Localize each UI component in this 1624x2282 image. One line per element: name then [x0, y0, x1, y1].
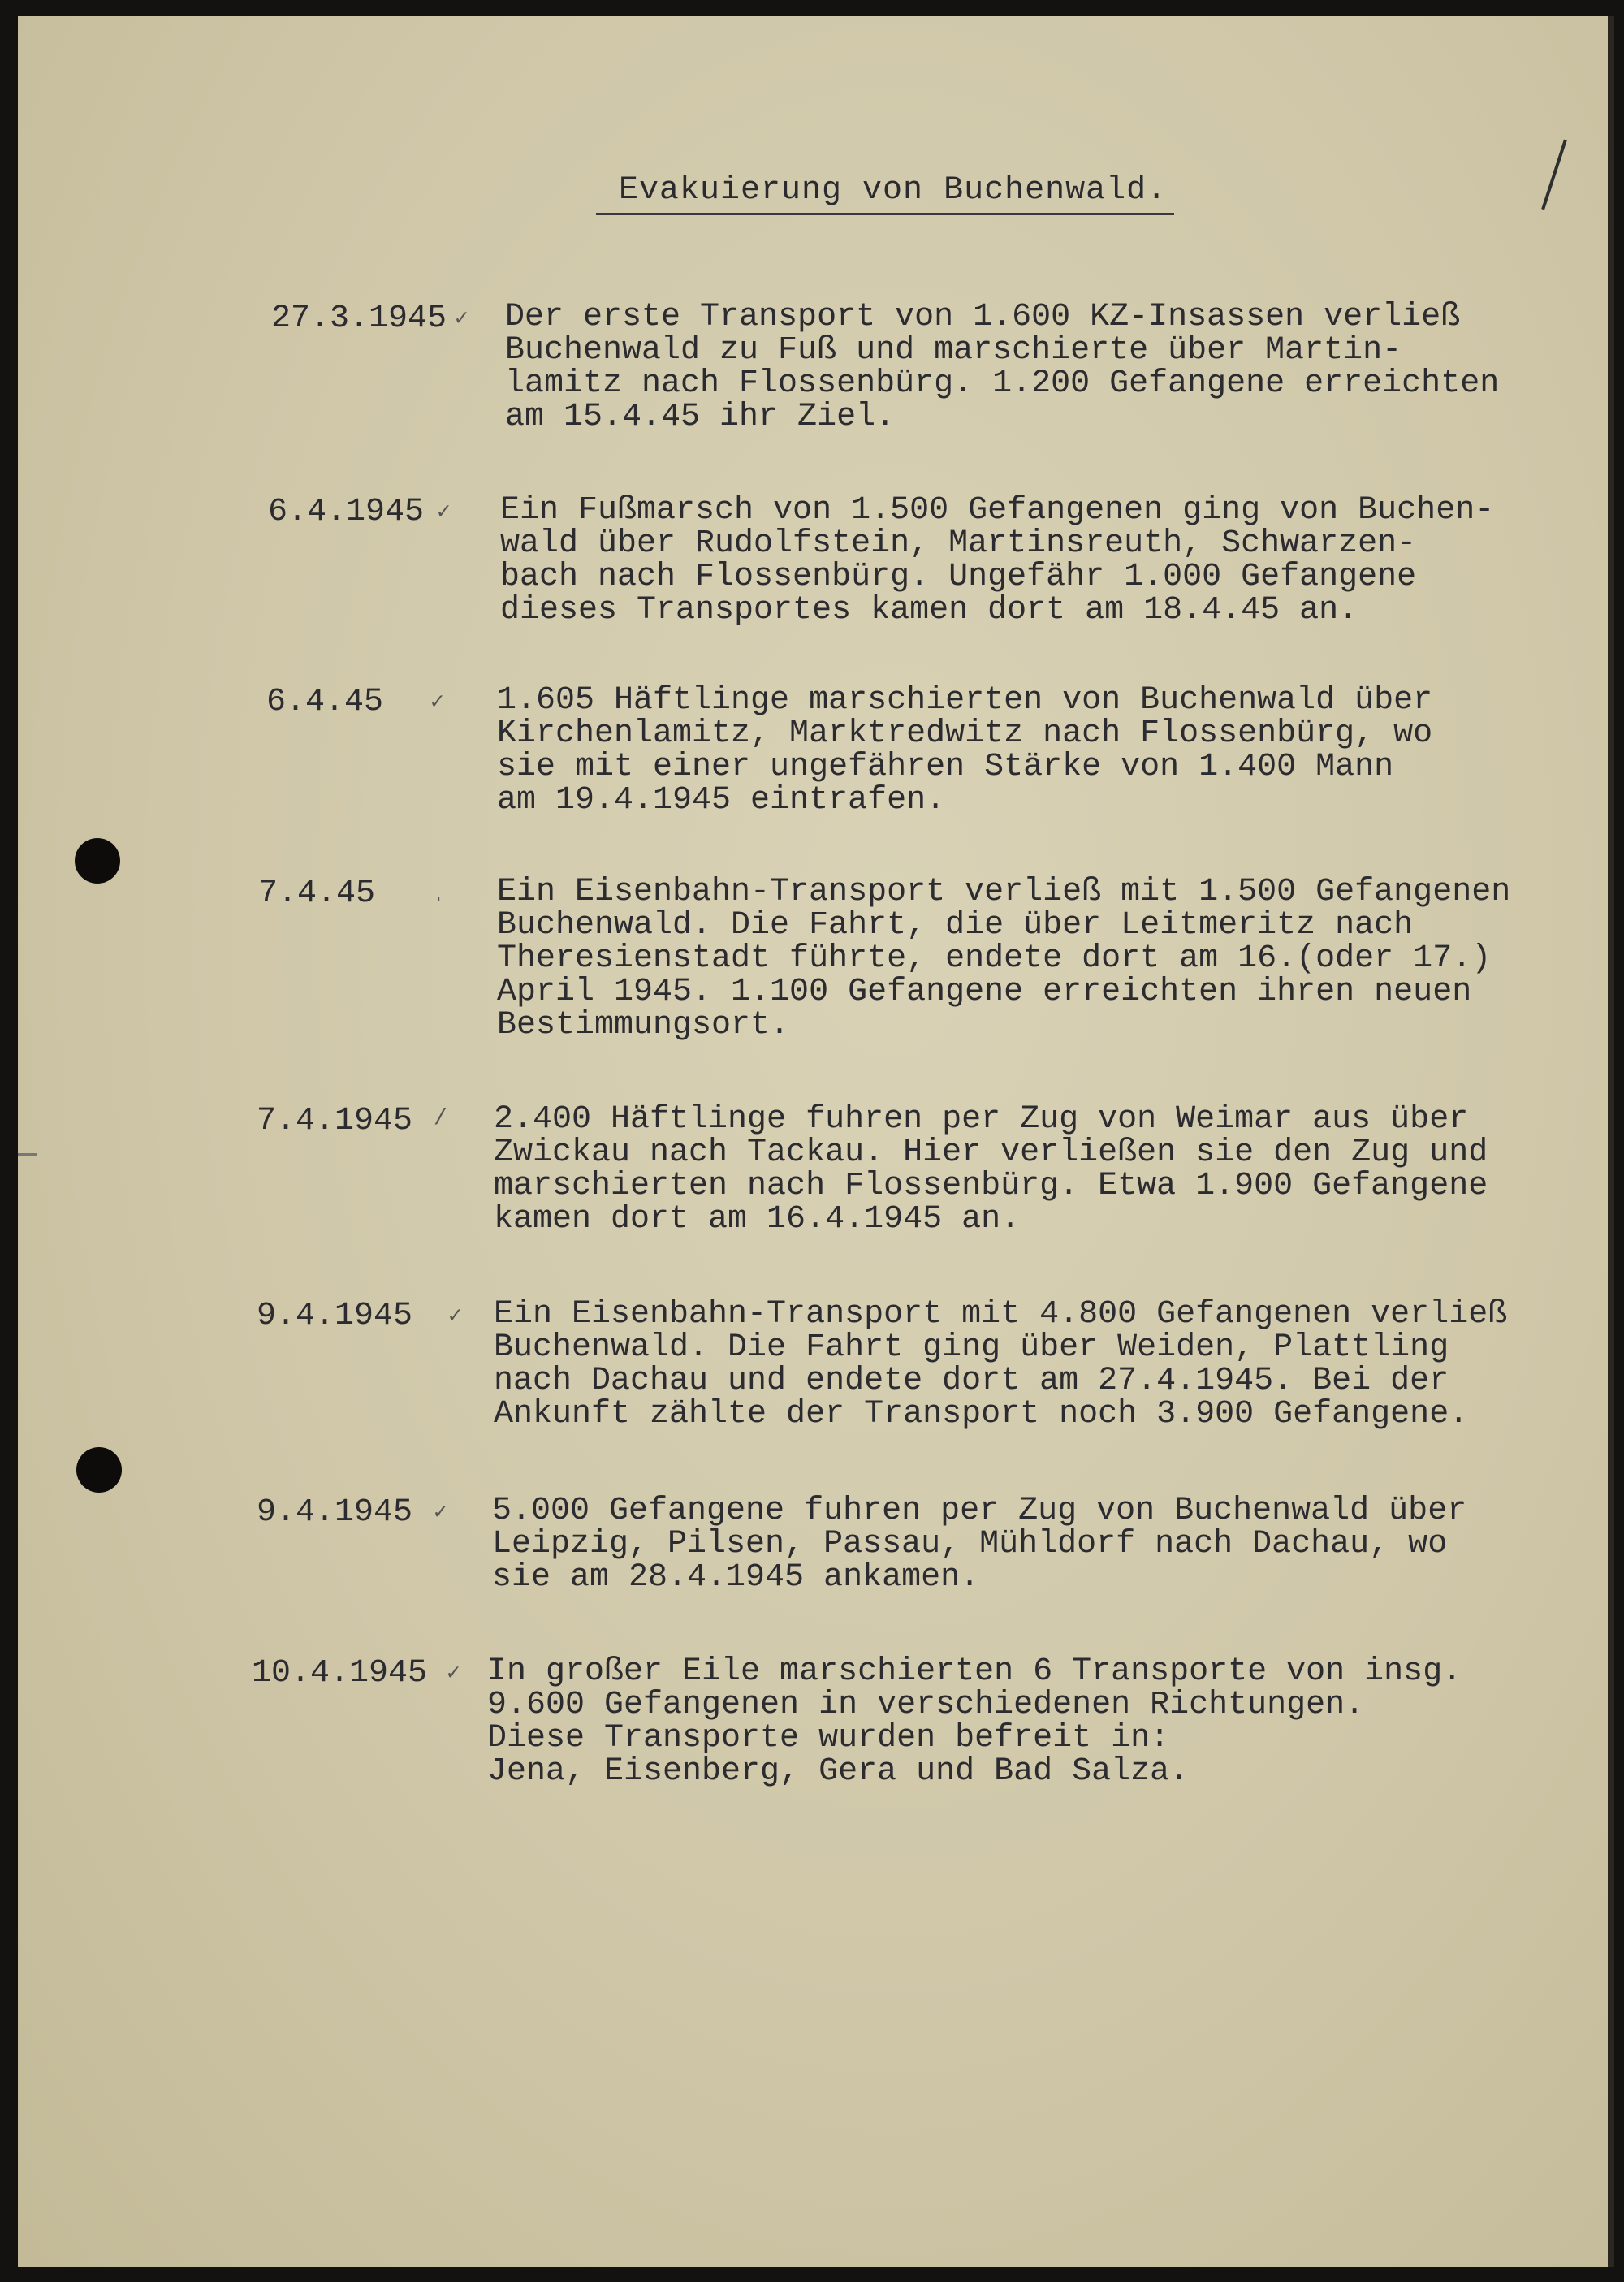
entry-date: 9.4.1945 — [256, 1298, 412, 1334]
entry-line: Ein Eisenbahn-Transport verließ mit 1.500 Gefangenen — [497, 874, 1511, 910]
entry-line: sie am 28.4.1945 ankamen. — [492, 1559, 980, 1596]
entry-line: marschierten nach Flossenbürg. Etwa 1.900 Gefangene — [494, 1168, 1488, 1204]
entry-line: Der erste Transport von 1.600 KZ-Insassen verließ — [505, 299, 1461, 335]
entry-line: Buchenwald. Die Fahrt, die über Leitmeritz nach — [497, 907, 1414, 944]
entry-line: kamen dort am 16.4.1945 an. — [494, 1201, 1021, 1238]
title-underline — [596, 213, 1174, 215]
entry-line: 2.400 Häftlinge fuhren per Zug von Weimar aus über — [494, 1101, 1469, 1138]
entry-text — [494, 1298, 1574, 1431]
entry-date: 7.4.1945 — [256, 1103, 412, 1139]
entry-line: 9.600 Gefangenen in verschiedenen Richtungen. — [487, 1687, 1365, 1723]
entry-date: 27.3.1945 — [270, 300, 447, 337]
entry-date: 9.4.1945 — [256, 1494, 412, 1531]
entry-line: April 1945. 1.100 Gefangene erreichten ihren neuen — [497, 974, 1472, 1010]
check-mark: ✓ — [430, 690, 444, 715]
entry-line: In großer Eile marschierten 6 Transporte von insg. — [487, 1653, 1462, 1690]
entry-line: sie mit einer ungefähren Stärke von 1.400 Mann — [497, 749, 1394, 785]
check-mark: ✓ — [448, 1304, 462, 1329]
entry-text — [497, 684, 1577, 817]
entry — [18, 1494, 1614, 1657]
check-mark: ✓ — [447, 1662, 460, 1687]
entry-line: Bestimmungsort. — [497, 1007, 790, 1044]
entry-line: Leipzig, Pilsen, Passau, Mühldorf nach Dachau, wo — [492, 1526, 1448, 1562]
entry — [18, 494, 1614, 656]
entry-date: 7.4.45 — [257, 875, 375, 912]
entry-date: 6.4.45 — [266, 684, 383, 720]
check-mark: / — [434, 1106, 447, 1131]
entry-text — [505, 300, 1585, 434]
check-mark: ˌ — [432, 879, 446, 904]
entry — [18, 1103, 1614, 1265]
entry-text — [494, 1103, 1574, 1236]
document-title: Evakuierung von Buchenwald. — [619, 172, 1168, 209]
entry-line: Ankunft zählte der Transport noch 3.900 Gefangene. — [494, 1396, 1469, 1433]
entry-line: am 15.4.45 ihr Ziel. — [505, 399, 896, 435]
entry-date: 6.4.1945 — [267, 494, 424, 530]
entry-line: 1.605 Häftlinge marschierten von Buchenwald über — [497, 682, 1433, 719]
entry-text — [487, 1655, 1567, 1788]
check-mark: ✓ — [434, 1501, 447, 1526]
entry-date: 10.4.1945 — [251, 1655, 427, 1692]
entry-line: bach nach Flossenbürg. Ungefähr 1.000 Gefangene — [500, 559, 1417, 595]
entry-line: Buchenwald. Die Fahrt ging über Weiden, Plattling — [494, 1329, 1449, 1366]
entry-line: lamitz nach Flossenbürg. 1.200 Gefangene erreichten — [505, 365, 1500, 402]
entry-text — [492, 1494, 1572, 1594]
entry — [18, 1655, 1614, 1817]
entry-line: wald über Rudolfstein, Martinsreuth, Schwarzen- — [500, 525, 1417, 562]
entry — [18, 1298, 1614, 1460]
entry-line: Kirchenlamitz, Marktredwitz nach Flossenbürg, wo — [497, 715, 1433, 752]
entry-line: nach Dachau und endete dort am 27.4.1945. Bei der — [494, 1363, 1449, 1399]
entry-line: Ein Fußmarsch von 1.500 Gefangenen ging von Buchen- — [500, 492, 1495, 529]
entry-line: dieses Transportes kamen dort am 18.4.45 an. — [500, 592, 1358, 629]
entry-line: Buchenwald zu Fuß und marschierte über Martin- — [505, 332, 1402, 369]
entry-line: 5.000 Gefangene fuhren per Zug von Buchenwald über — [492, 1493, 1467, 1529]
entry-line: am 19.4.1945 eintrafen. — [497, 782, 946, 819]
document-page — [18, 16, 1614, 2267]
entry-line: Ein Eisenbahn-Transport mit 4.800 Gefangenen verließ — [494, 1296, 1508, 1333]
check-mark: ✓ — [437, 500, 451, 525]
check-mark: ✓ — [455, 307, 469, 332]
entry — [18, 300, 1614, 463]
entry — [18, 874, 1614, 1044]
entry-line: Zwickau nach Tackau. Hier verließen sie den Zug und — [494, 1135, 1488, 1171]
margin-pen-mark — [1541, 140, 1567, 210]
entry — [18, 684, 1614, 846]
entry-text — [497, 875, 1585, 1042]
entry-line: Jena, Eisenberg, Gera und Bad Salza. — [487, 1753, 1190, 1790]
entry-line: Theresienstadt führte, endete dort am 16.(oder 17.) — [497, 940, 1492, 977]
entry-text — [500, 494, 1580, 627]
entry-line: Diese Transporte wurden befreit in: — [487, 1720, 1170, 1757]
